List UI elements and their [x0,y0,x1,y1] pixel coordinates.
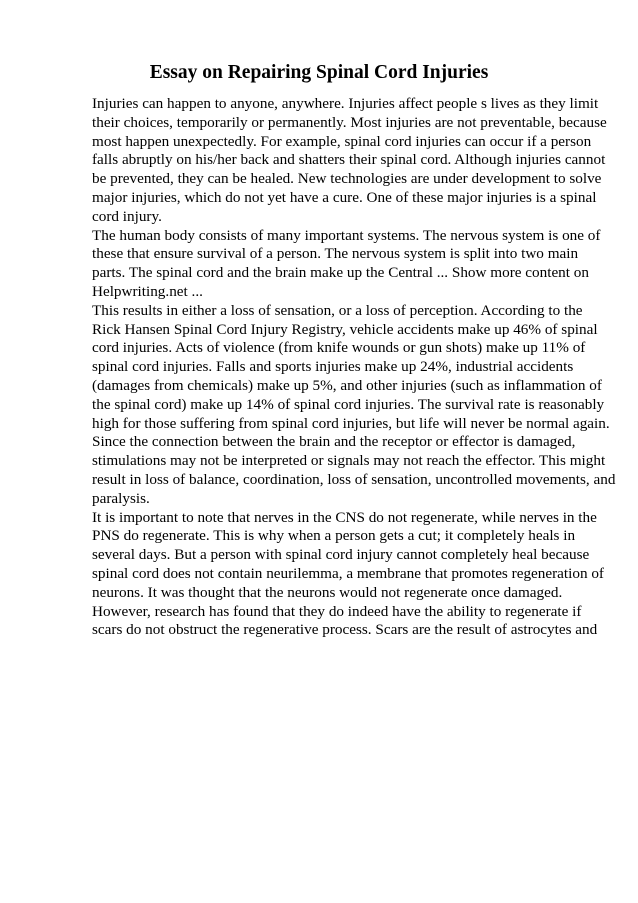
text-line: most happen unexpectedly. For example, spinal cord injuries can occur if a person [92,132,592,150]
text-line: result in loss of balance, coordination, loss of sensation, uncontrolled movements, and [92,470,616,488]
text-line: cord injury. [92,207,162,225]
text-line: be prevented, they can be healed. New technologies are under development to solve [92,170,602,188]
text-line: Injuries can happen to anyone, anywhere. Injuries affect people s lives as they limit [92,95,599,112]
text-line: stimulations may not be interpreted or signals may not reach the effector. This might [92,452,606,470]
text-line: paralysis. [92,489,150,507]
text-line: major injuries, which do not yet have a cure. One of these major injuries is a spinal [92,188,597,206]
text-line: spinal cord injuries. Falls and sports injuries make up 24%, industrial accidents [92,358,574,376]
text-line: the spinal cord) make up 14% of spinal cord injuries. The survival rate is reasonably [92,395,605,413]
text-line: parts. The spinal cord and the brain make up the Central ... Show more content on [92,264,589,282]
text-line: these that ensure survival of a person. The nervous system is split into two main [92,245,579,263]
text-line: It is important to note that nerves in the CNS do not regenerate, while nerves in the [92,508,597,526]
text-line: their choices, temporarily or permanently. Most injuries are not preventable, because [92,113,607,131]
text-line: Helpwriting.net ... [92,282,203,300]
text-line: This results in either a loss of sensation, or a loss of perception. According to the [92,301,583,319]
text-line: spinal cord does not contain neurilemma, a membrane that promotes regeneration of [92,564,604,582]
document-title: Essay on Repairing Spinal Cord Injuries [149,62,489,83]
document-body [92,95,616,640]
text-line: cord injuries. Acts of violence (from knife wounds or gun shots) make up 11% of [92,339,586,357]
text-line: The human body consists of many important systems. The nervous system is one of [92,226,601,244]
text-line: PNS do regenerate. This is why when a person gets a cut; it completely heals in [92,527,576,545]
text-line: high for those suffering from spinal cord injuries, but life will never be normal again. [92,414,610,432]
text-line: Since the connection between the brain and the receptor or effector is damaged, [92,433,576,451]
text-line: several days. But a person with spinal cord injury cannot completely heal because [92,546,590,564]
text-line: However, research has found that they do indeed have the ability to regenerate if [92,602,582,620]
text-line: scars do not obstruct the regenerative process. Scars are the result of astrocytes and [92,621,598,639]
text-line: falls abruptly on his/her back and shatters their spinal cord. Although injuries cannot [92,151,606,169]
text-line: neurons. It was thought that the neurons would not regenerate once damaged. [92,583,563,601]
text-line: (damages from chemicals) make up 5%, and other injuries (such as inflammation of [92,376,602,394]
text-line: Rick Hansen Spinal Cord Injury Registry, vehicle accidents make up 46% of spinal [92,320,598,338]
